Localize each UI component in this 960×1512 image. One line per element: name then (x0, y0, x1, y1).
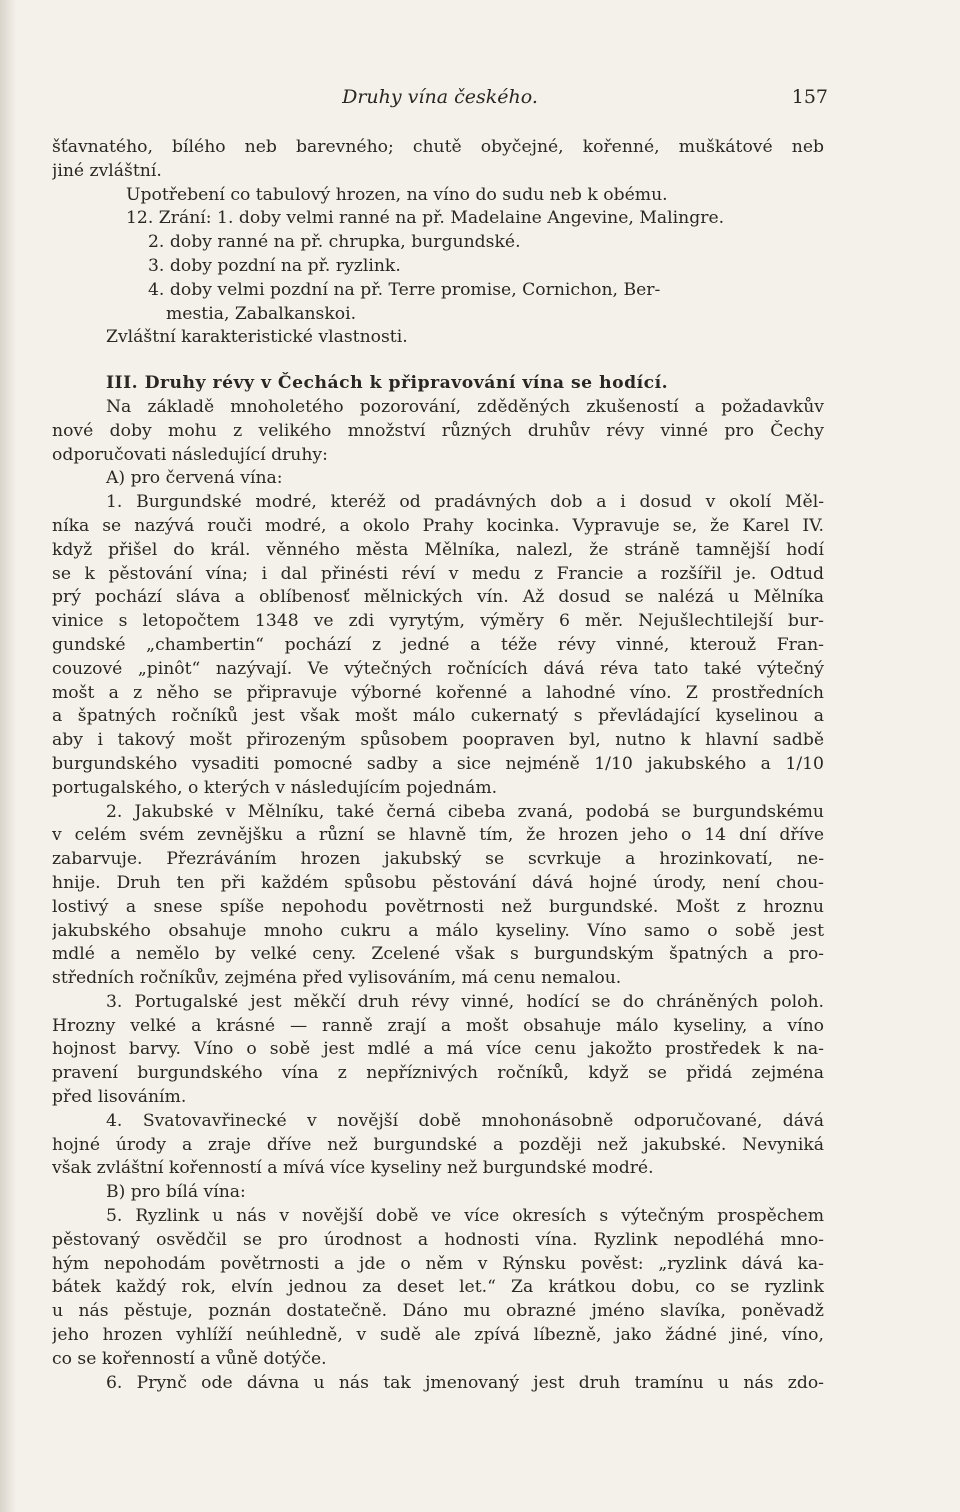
text-line: B) pro bílá vína: (106, 1182, 246, 1203)
text-line: gundské „chambertin“ pochází z jedné a téže révy vinné, kterouž Fran- (52, 634, 824, 655)
text-line: jeho hrozen vyhlíží neúhledně, v sudě ale zpívá líbezně, jako žádné jiné, víno, (52, 1325, 824, 1346)
text-line: před lisováním. (52, 1087, 187, 1108)
text-line: Zvláštní karakteristické vlastnosti. (106, 327, 408, 348)
text-line: hým nepohodám povětrnosti a jde o něm v Rýnsku pověst: „ryzlink dává ka- (52, 1253, 824, 1274)
text-line: 4. doby velmi pozdní na př. Terre promise, Cornichon, Ber- (148, 279, 661, 300)
text-line: 3. doby pozdní na př. ryzlink. (148, 255, 401, 276)
page-header (52, 86, 828, 114)
text-line: 2. Jakubské v Mělníku, také černá cibeba zvaná, podobá se burgundskému (106, 801, 824, 822)
text-line: hojné úrody a zraje dříve než burgundské a později než jakubské. Nevyniká (52, 1134, 824, 1155)
text-line: šťavnatého, bílého neb barevného; chutě obyčejné, kořenné, muškátové neb (52, 137, 824, 157)
text-line: mestia, Zabalkanskoi. (166, 303, 357, 324)
text-line: však zvláštní kořenností a mívá více kyseliny než burgundské modré. (52, 1158, 654, 1179)
text-line: 2. doby ranné na př. chrupka, burgundské. (148, 232, 521, 253)
text-line: prý pochází sláva a oblíbenosť mělnických vín. Až dosud se nalézá u Mělníka (52, 587, 824, 608)
text-line: nové doby mohu z velikého množství různých druhův révy vinné pro Čechy (52, 420, 824, 441)
text-line: 3. Portugalské jest měkčí druh révy vinné, hodící se do chráněných poloh. (106, 991, 824, 1012)
text-line: 6. Prynč ode dávna u nás tak jmenovaný jest druh tramínu u nás zdo- (106, 1372, 824, 1393)
text-line: couzové „pinôt“ nazývají. Ve výtečných ročnících dává réva tato také výtečný (52, 658, 824, 679)
text-line: pravení burgundského vína z nepříznivých ročníků, když se přidá zejména (52, 1063, 824, 1084)
text-line: lostivý a snese spíše nepohodu povětrnosti než burgundské. Mošt z hroznu (52, 896, 824, 917)
text-line: 12. Zrání: 1. doby velmi ranné na př. Madelaine Angevine, Malingre. (126, 208, 725, 229)
text-line: odporučovati následující druhy: (52, 444, 328, 465)
text-line: hnije. Druh ten při každém spůsobu pěstování dává hojné úrody, není chou- (52, 872, 824, 893)
text-line: se k pěstování vína; i dal přinésti réví v medu z Francie a rozšířil je. Odtud (52, 563, 824, 584)
text-line: níka se nazývá rouči modré, a okolo Prahy kocinka. Vypravuje se, že Karel IV. (52, 515, 824, 536)
section-heading: III. Druhy révy v Čechách k připravování vína se hodící. (106, 373, 669, 394)
text-line: mdlé a nemělo by velké ceny. Zcelené však s burgundským špatných a pro- (52, 944, 824, 965)
text-line: a špatných ročníků jest však mošt málo cukernatý s převládající kyselinou a (52, 706, 824, 727)
text-line: jiné zvláštní. (52, 160, 162, 181)
spacer (52, 350, 824, 372)
page-binding-edge (0, 0, 16, 1512)
text-line: A) pro červená vína: (106, 468, 283, 489)
text-line: burgundského vysaditi pomocné sadby a sice nejméně 1/10 jakubského a 1/10 (52, 753, 824, 774)
text-line: mošt a z něho se připravuje výborné kořenné a lahodné víno. Z prostředních (52, 682, 824, 703)
text-line: 5. Ryzlink u nás v novější době ve více okresích s výtečným prospěchem (106, 1206, 824, 1227)
text-line: zabarvuje. Přezráváním hrozen jakubský se scvrkuje a hrozinkovatí, ne- (52, 849, 824, 870)
text-line: v celém svém zevnějšku a různí se hlavně tím, že hrozen jeho o 14 dní dříve (52, 825, 824, 846)
text-line: portugalského, o kterých v následujícím pojednám. (52, 777, 498, 798)
text-line: 4. Svatovavřinecké v novější době mnohonásobně odporučované, dává (106, 1110, 824, 1131)
text-line: Na základě mnoholetého pozorování, zděděných zkušeností a požadavkův (106, 396, 824, 417)
text-line: aby i takový mošt přirozeným spůsobem poopraven byl, nutno k hlavní sadbě (52, 730, 824, 751)
text-line: pěstovaný osvědčil se pro úrodnost a hodnosti vína. Ryzlink nepodléhá mno- (52, 1229, 824, 1250)
text-line: když přišel do král. věnného města Mělníka, nalezl, že stráně tamnější hodí (52, 539, 824, 560)
running-title: Druhy vína českého. (342, 86, 538, 108)
text-line: co se kořenností a vůně dotýče. (52, 1348, 327, 1369)
text-line: vinice s letopočtem 1348 ve zdi vyrytým, výměry 6 měr. Nejušlechtilejší bur- (52, 611, 824, 632)
body-text (52, 136, 824, 1395)
text-line: u nás pěstuje, poznán dostatečně. Dáno mu obrazné jméno slavíka, poněvadž (52, 1301, 824, 1322)
text-line: 1. Burgundské modré, kteréž od pradávných dob a i dosud v okolí Měl- (106, 492, 824, 513)
text-line: středních ročníkův, zejména před vylisováním, má cenu nemalou. (52, 968, 622, 989)
text-line: Upotřebení co tabulový hrozen, na víno do sudu neb k obému. (126, 184, 668, 205)
text-line: bátek každý rok, elvín jednou za deset let.“ Za krátkou dobu, co se ryzlink (52, 1277, 824, 1298)
text-line: Hrozny velké a krásné — ranně zrají a mošt obsahuje málo kyseliny, a víno (52, 1015, 824, 1036)
text-line: hojnost barvy. Víno o sobě jest mdlé a má více cenu jakožto prostředek k na- (52, 1039, 824, 1060)
text-line: jakubského obsahuje mnoho cukru a málo kyseliny. Víno samo o sobě jest (52, 920, 824, 941)
page-number: 157 (791, 86, 828, 108)
